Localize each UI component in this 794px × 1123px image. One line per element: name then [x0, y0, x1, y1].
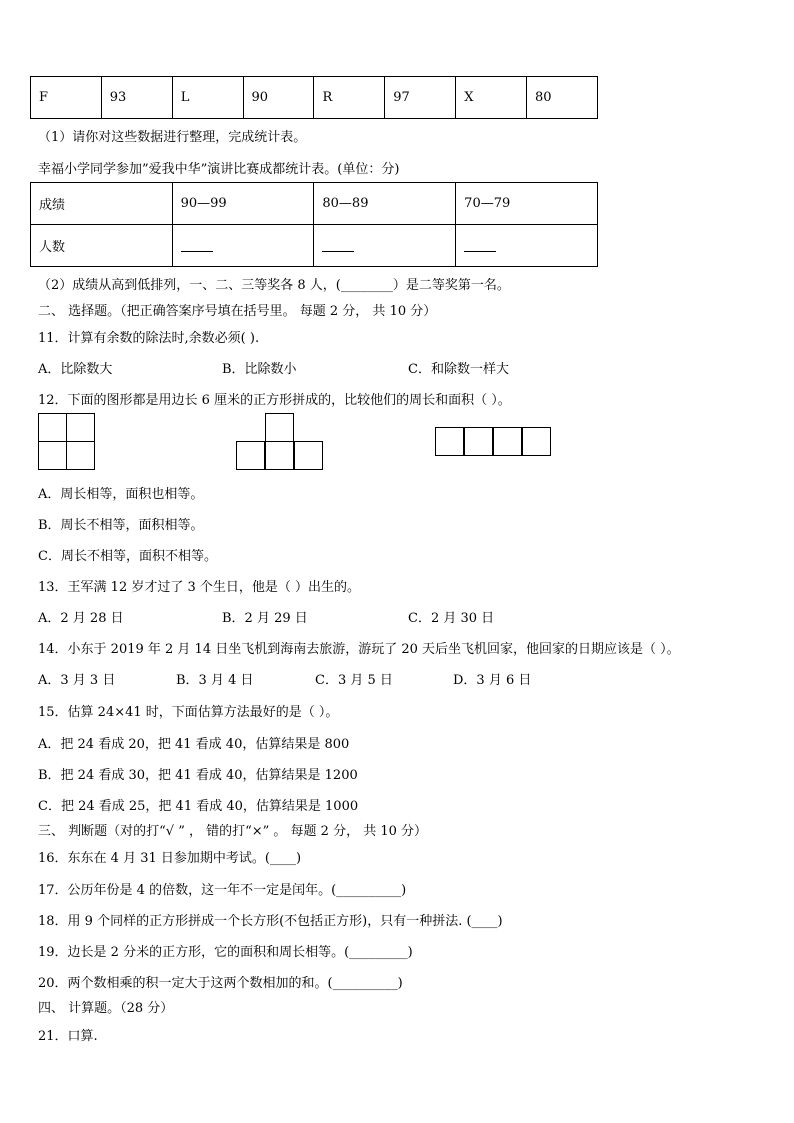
option: C．周长不相等，面积不相等。 — [38, 549, 217, 564]
question-stem: 17．公历年份是 4 的倍数，这一年不一定是闰年。(__________) — [38, 883, 407, 898]
question-intro-1: （1）请你对这些数据进行整理，完成统计表。 — [38, 130, 307, 145]
question-intro-2: （2）成绩从高到低排列，一、二、三等奖各 8 人，(________）是二等奖第一名。 — [38, 278, 510, 293]
option: C．把 24 看成 25，把 41 看成 40，估算结果是 1000 — [38, 799, 359, 814]
table-cell: X — [456, 77, 527, 119]
row-label: 人数 — [31, 225, 173, 267]
answer-blank[interactable] — [314, 225, 456, 267]
question-stem: 14．小东于 2019 年 2 月 14 日坐飞机到海南去旅游，游玩了 20 天后坐飞机回家，他回家的日期应该是（ ）。 — [38, 642, 680, 657]
option: B．3 月 4 日 — [176, 673, 254, 688]
table-cell: 93 — [101, 77, 172, 119]
question-stem: 20．两个数相乘的积一定大于这两个数相加的和。(__________) — [38, 976, 403, 991]
stat-table — [30, 182, 598, 267]
section-heading: 四、 计算题。（28 分） — [38, 1001, 174, 1016]
question-stem: 18．用 9 个同样的正方形拼成一个长方形(不包括正方形)，只有一种拼法. (____) — [38, 914, 503, 929]
option: B．2 月 29 日 — [222, 611, 308, 626]
table-cell: 80 — [526, 77, 597, 119]
option: A．周长相等，面积也相等。 — [38, 487, 204, 502]
answer-blank[interactable] — [456, 225, 598, 267]
table-cell: 90 — [243, 77, 314, 119]
table-header: 90—99 — [172, 183, 314, 225]
option: B．周长不相等，面积相等。 — [38, 518, 204, 533]
option: A．比除数大 — [38, 362, 113, 377]
option: A．2 月 28 日 — [38, 611, 124, 626]
table-cell: 97 — [385, 77, 456, 119]
question-stem: 12．下面的图形都是用边长 6 厘米的正方形拼成的，比较他们的周长和面积（ ）。 — [38, 393, 511, 408]
question-stem: 19．边长是 2 分米的正方形，它的面积和周长相等。(_________) — [38, 945, 413, 960]
question-stem: 13．王军满 12 岁才过了 3 个生日，他是（ ）出生的。 — [38, 580, 361, 595]
question-stem: 15．估算 24×41 时，下面估算方法最好的是（ ）。 — [38, 705, 339, 720]
question-stem: 11．计算有余数的除法时,余数必须( ). — [38, 331, 260, 346]
stat-table-title: 幸福小学同学参加”爱我中华”演讲比赛成都统计表。(单位：分) — [38, 162, 400, 177]
score-data-table — [30, 76, 598, 119]
table-header: 成绩 — [31, 183, 173, 225]
section-heading: 二、 选择题。（把正确答案序号填在括号里。 每题 2 分， 共 10 分） — [38, 304, 437, 319]
section-heading: 三、 判断题（对的打“√ ” ， 错的打“×” 。 每题 2 分， 共 10 分） — [38, 824, 428, 839]
option: D．3 月 6 日 — [453, 673, 532, 688]
option: C．2 月 30 日 — [408, 611, 495, 626]
table-header: 70—79 — [456, 183, 598, 225]
table-cell: L — [172, 77, 243, 119]
option: A．把 24 看成 20，把 41 看成 40，估算结果是 800 — [38, 737, 350, 752]
option: B．把 24 看成 30，把 41 看成 40，估算结果是 1200 — [38, 768, 358, 783]
option: B．比除数小 — [222, 362, 297, 377]
question-stem: 16．东东在 4 月 31 日参加期中考试。(____) — [38, 851, 302, 866]
answer-blank[interactable] — [172, 225, 314, 267]
option: C．3 月 5 日 — [315, 673, 393, 688]
question-stem: 21．口算. — [38, 1029, 98, 1044]
table-header: 80—89 — [314, 183, 456, 225]
table-cell: R — [314, 77, 385, 119]
table-cell: F — [31, 77, 102, 119]
option: A．3 月 3 日 — [38, 673, 116, 688]
option: C．和除数一样大 — [408, 362, 509, 377]
